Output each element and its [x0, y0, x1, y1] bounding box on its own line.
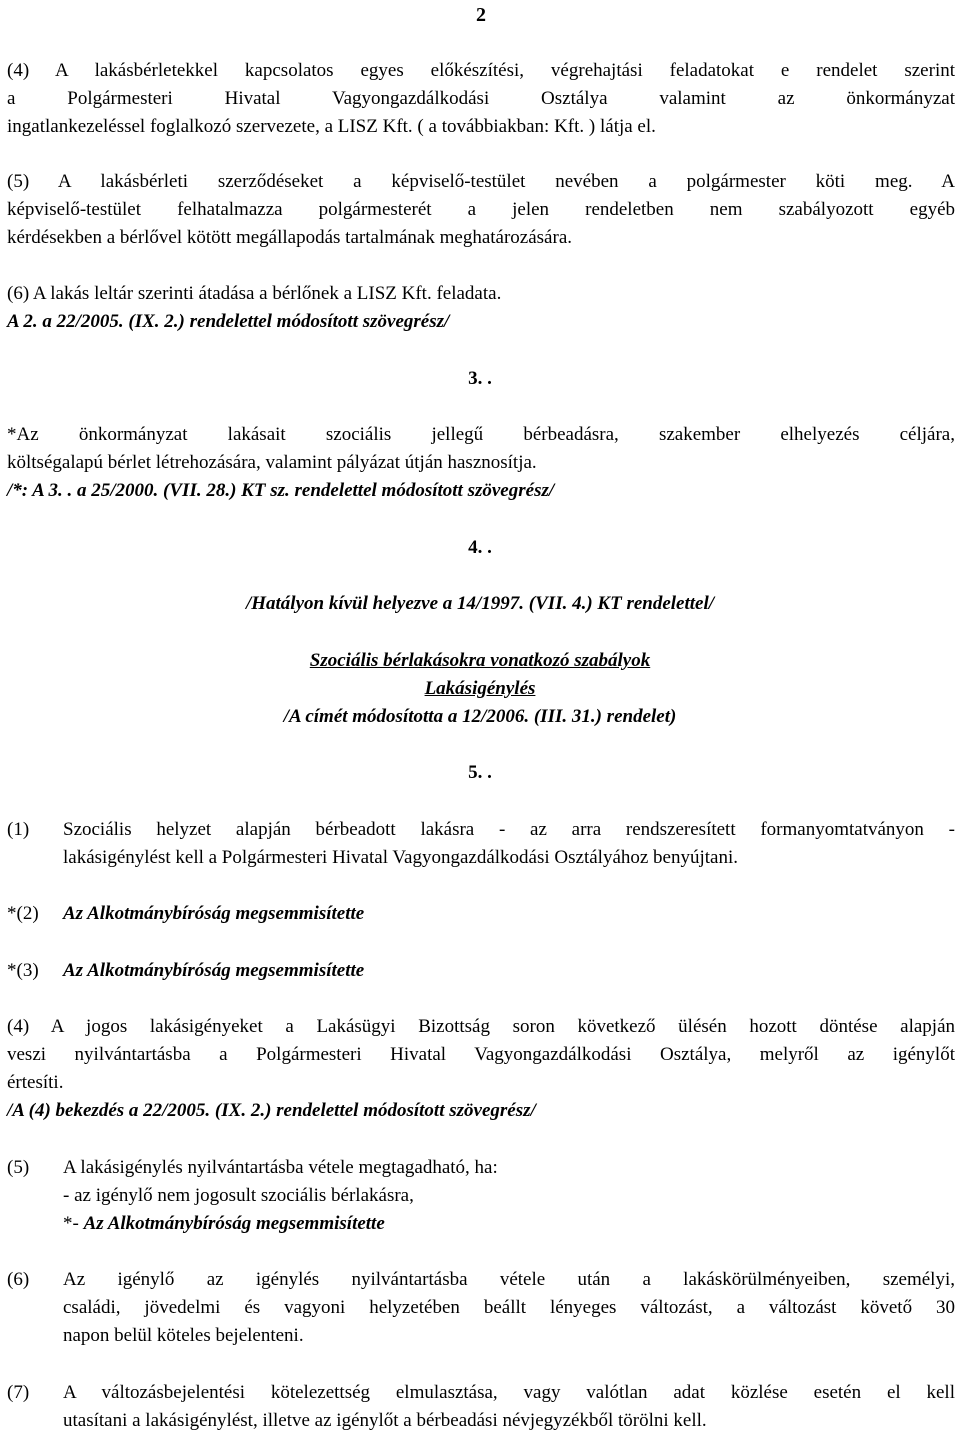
- item-4-line-2: veszi nyilvántartásba a Polgármesteri Hivatal Vagyongazdálkodási Osztálya, melyről az igénylőt: [7, 1044, 955, 1065]
- item-5-line-3-prefix: *-: [63, 1213, 84, 1234]
- item-5-line-2: - az igénylő nem jogosult szociális bérlakásra,: [63, 1185, 414, 1206]
- paragraph-6-amendment-note: A 2. a 22/2005. (IX. 2.) rendelettel módosított szövegrész/: [7, 311, 450, 332]
- paragraph-5-line-2: képviselő-testület felhatalmazza polgármesterét a jelen rendeletben nem szabályozott egyéb: [7, 199, 955, 220]
- item-6-line-2: családi, jövedelmi és vagyoni helyzetében beállt lényeges változást, a változást követő 30: [63, 1297, 955, 1318]
- section-3-line-1: *Az önkormányzat lakásait szociális jellegű bérbeadásra, szakember elhelyezés céljára,: [7, 424, 955, 445]
- chapter-subtitle: Lakásigénylés: [424, 678, 536, 699]
- item-6-line-1: Az igénylő az igénylés nyilvántartásba vétele után a lakáskörülményeiben, személyi,: [63, 1269, 955, 1290]
- chapter-title-amendment-note: /A címét módosította a 12/2006. (III. 31.) rendelet): [283, 706, 677, 727]
- item-5-line-3-text: Az Alkotmánybíróság megsemmisítette: [83, 1213, 385, 1234]
- item-7-number: (7): [7, 1382, 30, 1403]
- chapter-title: Szociális bérlakásokra vonatkozó szabályok: [309, 650, 651, 671]
- item-1-number: (1): [7, 819, 30, 840]
- item-1-line-2: lakásigénylést kell a Polgármesteri Hivatal Vagyongazdálkodási Osztályához benyújtani.: [63, 847, 739, 868]
- item-3-text: Az Alkotmánybíróság megsemmisítette: [63, 960, 365, 981]
- paragraph-5-line-1: (5) A lakásbérleti szerződéseket a képviselő-testület nevében a polgármester köti meg. A: [7, 171, 955, 192]
- paragraph-5-line-3: kérdésekben a bérlővel kötött megállapodás tartalmának meghatározására.: [7, 227, 572, 248]
- item-5-line-1: A lakásigénylés nyilvántartásba vétele megtagadható, ha:: [63, 1157, 498, 1178]
- item-2-text: Az Alkotmánybíróság megsemmisítette: [63, 903, 365, 924]
- section-3-heading: 3. .: [468, 368, 492, 389]
- item-7-line-1: A változásbejelentési kötelezettség elmulasztása, vagy valótlan adat közlése esetén el kell: [63, 1382, 955, 1403]
- section-3-amendment-note: /*: A 3. . a 25/2000. (VII. 28.) KT sz. rendelettel módosított szövegrész/: [7, 480, 555, 501]
- item-4-line-3: értesíti.: [7, 1072, 64, 1093]
- item-4-amendment-note: /A (4) bekezdés a 22/2005. (IX. 2.) rendelettel módosított szövegrész/: [7, 1100, 536, 1121]
- item-2-number: *(2): [7, 903, 39, 924]
- item-7-line-2: utasítani a lakásigénylést, illetve az igénylőt a bérbeadási névjegyzékből törölni kell.: [63, 1410, 707, 1431]
- item-3-number: *(3): [7, 960, 39, 981]
- paragraph-6-line-1: (6) A lakás leltár szerinti átadása a bérlőnek a LISZ Kft. feladata.: [7, 283, 502, 304]
- item-6-number: (6): [7, 1269, 30, 1290]
- section-4-repeal-note: /Hatályon kívül helyezve a 14/1997. (VII. 4.) KT rendelettel/: [245, 593, 715, 614]
- page-number: 2: [476, 4, 486, 26]
- item-6-line-3: napon belül köteles bejelenteni.: [63, 1325, 304, 1346]
- item-5-number: (5): [7, 1157, 30, 1178]
- item-5-line-3: [63, 1211, 385, 1237]
- paragraph-4-line-2: a Polgármesteri Hivatal Vagyongazdálkodási Osztálya valamint az önkormányzat: [7, 88, 955, 109]
- section-4-heading: 4. .: [468, 537, 492, 558]
- paragraph-4-line-3: ingatlankezeléssel foglalkozó szervezete, a LISZ Kft. ( a továbbiakban: Kft. ) látja el.: [7, 116, 656, 137]
- paragraph-4-line-1: (4) A lakásbérletekkel kapcsolatos egyes előkészítési, végrehajtási feladatokat e rendelet szerint: [7, 60, 955, 81]
- item-4-line-1: (4) A jogos lakásigényeket a Lakásügyi Bizottság soron következő ülésén hozott döntése alapján: [7, 1016, 955, 1037]
- item-1-line-1: Szociális helyzet alapján bérbeadott lakásra - az arra rendszeresített formanyomtatványon -: [63, 819, 955, 840]
- section-3-line-2: költségalapú bérlet létrehozására, valamint pályázat útján hasznosítja.: [7, 452, 537, 473]
- section-5-heading: 5. .: [468, 762, 492, 783]
